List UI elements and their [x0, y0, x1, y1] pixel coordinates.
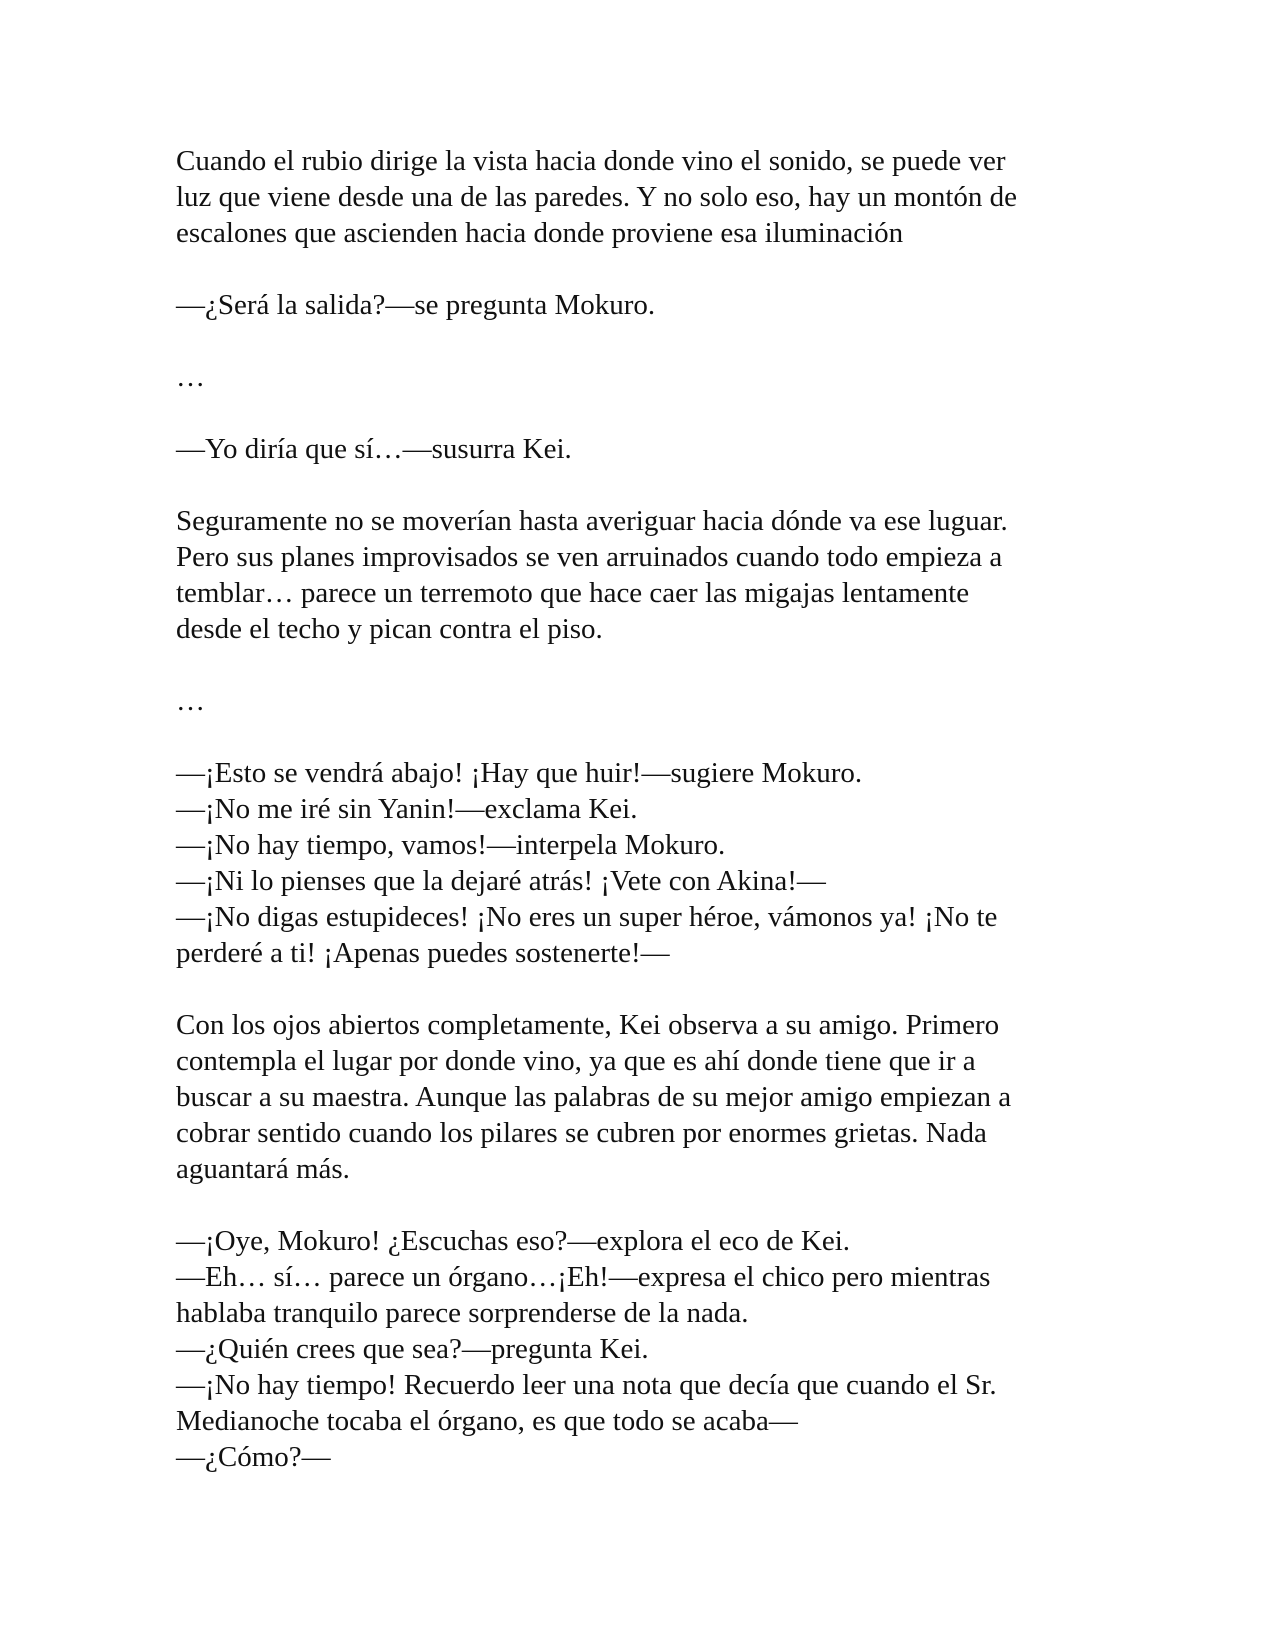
dialogue-exchange-escape — [176, 755, 1096, 971]
text-line: —¿Será la salida?—se pregunta Mokuro. — [176, 289, 656, 321]
dialogue-kei-whisper — [176, 431, 1096, 467]
dialogue-exchange-organ — [176, 1223, 1096, 1475]
dialogue-line: —¡No digas estupideces! ¡No eres un super héroe, vámonos ya! ¡No te — [176, 901, 998, 933]
text-line: luz que viene desde una de las paredes. Y no solo eso, hay un montón de — [176, 181, 1018, 213]
text-line: aguantará más. — [176, 1153, 350, 1185]
dialogue-mokuro-question — [176, 287, 1096, 323]
dialogue-line: —¿Cómo?— — [176, 1441, 331, 1473]
text-line: temblar… parece un terremoto que hace caer las migajas lentamente — [176, 577, 970, 609]
text-line: Cuando el rubio dirige la vista hacia donde vino el sonido, se puede ver — [176, 145, 1006, 177]
text-line: … — [176, 685, 205, 717]
paragraph-earthquake — [176, 503, 1096, 647]
body-text — [176, 143, 1096, 1511]
ellipsis-break — [176, 359, 1096, 395]
dialogue-line: —¡Esto se vendrá abajo! ¡Hay que huir!—sugiere Mokuro. — [176, 757, 863, 789]
text-line: cobrar sentido cuando los pilares se cubren por enormes grietas. Nada — [176, 1117, 987, 1149]
text-line: … — [176, 361, 205, 393]
text-line: buscar a su maestra. Aunque las palabras de su mejor amigo empiezan a — [176, 1081, 1012, 1113]
paragraph-kei-observes — [176, 1007, 1096, 1187]
ellipsis-break — [176, 683, 1096, 719]
dialogue-line: —¡Oye, Mokuro! ¿Escuchas eso?—explora el eco de Kei. — [176, 1225, 850, 1257]
dialogue-line: —¡No me iré sin Yanin!—exclama Kei. — [176, 793, 638, 825]
text-line: Seguramente no se moverían hasta averiguar hacia dónde va ese luguar. — [176, 505, 1008, 537]
paragraph-intro — [176, 143, 1096, 251]
dialogue-line: —¿Quién crees que sea?—pregunta Kei. — [176, 1333, 649, 1365]
text-line: contempla el lugar por donde vino, ya que es ahí donde tiene que ir a — [176, 1045, 976, 1077]
dialogue-line: perderé a ti! ¡Apenas puedes sostenerte!— — [176, 937, 670, 969]
text-line: Con los ojos abiertos completamente, Kei observa a su amigo. Primero — [176, 1009, 1000, 1041]
dialogue-line: hablaba tranquilo parece sorprenderse de la nada. — [176, 1297, 749, 1329]
dialogue-line: Medianoche tocaba el órgano, es que todo se acaba— — [176, 1405, 798, 1437]
text-line: escalones que ascienden hacia donde proviene esa iluminación — [176, 217, 904, 249]
dialogue-line: —¡No hay tiempo, vamos!—interpela Mokuro. — [176, 829, 726, 861]
dialogue-line: —Eh… sí… parece un órgano…¡Eh!—expresa el chico pero mientras — [176, 1261, 991, 1293]
text-line: Pero sus planes improvisados se ven arruinados cuando todo empieza a — [176, 541, 1003, 573]
text-line: desde el techo y pican contra el piso. — [176, 613, 603, 645]
dialogue-line: —¡No hay tiempo! Recuerdo leer una nota que decía que cuando el Sr. — [176, 1369, 997, 1401]
text-line: —Yo diría que sí…—susurra Kei. — [176, 433, 572, 465]
dialogue-line: —¡Ni lo pienses que la dejaré atrás! ¡Vete con Akina!— — [176, 865, 826, 897]
